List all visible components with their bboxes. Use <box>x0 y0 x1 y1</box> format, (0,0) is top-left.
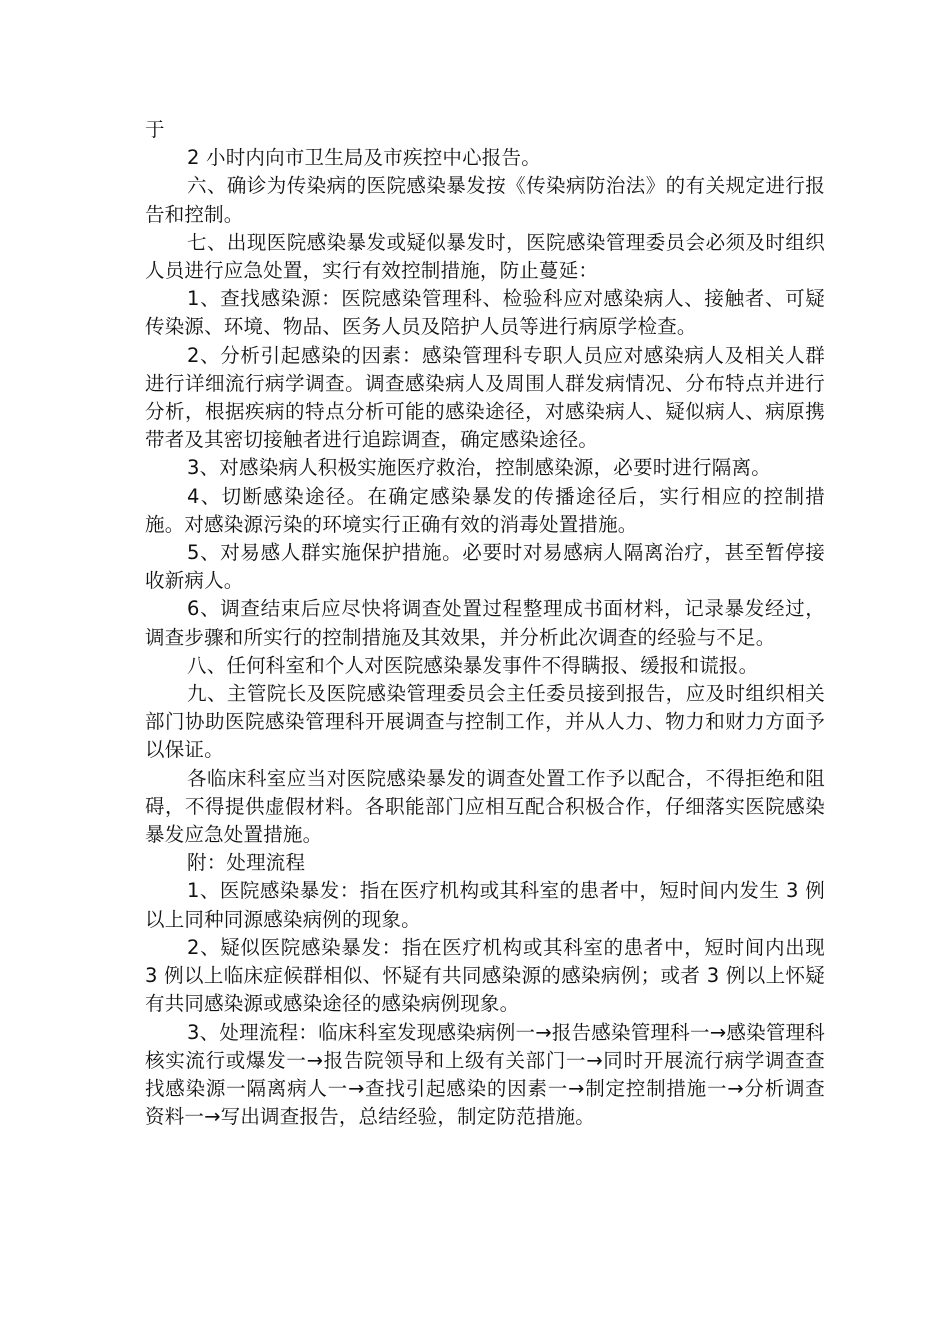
paragraph-report-2-hours: 2 小时内向市卫生局及市疾控中心报告。 <box>187 146 541 170</box>
paragraph-item-7: 七、出现医院感染暴发或疑似暴发时，医院感染管理委员会必须及时组织人员进行应急处置，实行有效控制措施，防止蔓延： <box>145 230 825 283</box>
paragraph-item-8: 八、任何科室和个人对医院感染暴发事件不得瞒报、缓报和谎报。 <box>187 653 759 677</box>
paragraph-item-9: 九、主管院长及医院感染管理委员会主任委员接到报告，应及时组织相关部门协助医院感染管理科开展调查与控制工作，并从人力、物力和财力方面予以保证。 <box>145 682 825 762</box>
paragraph-appendix-title: 附：处理流程 <box>187 851 306 875</box>
paragraph-continuation: 于 <box>145 118 165 141</box>
paragraph-department-cooperation: 各临床科室应当对医院感染暴发的调查处置工作予以配合，不得拒绝和阻碍，不得提供虚假材料。各职能部门应相互配合积极合作，仔细落实医院感染暴发应急处置措施。 <box>145 766 825 847</box>
paragraph-subitem-6: 6、调查结束后应尽快将调查处置过程整理成书面材料，记录暴发经过，调查步骤和所实行的控制措施及其效果，并分析此次调查的经验与不足。 <box>145 597 825 649</box>
paragraph-item-6: 六、确诊为传染病的医院感染暴发按《传染病防治法》的有关规定进行报告和控制。 <box>145 174 825 226</box>
document-body <box>145 116 825 1131</box>
paragraph-subitem-2: 2、分析引起感染的因素：感染管理科专职人员应对感染病人及相关人群进行详细流行病学调查。调查感染病人及周围人群发病情况、分布特点并进行分析，根据疾病的特点分析可能的感染途径，对感染病人、疑似病人、病原携带者及其密切接触者进行追踪调查，确定感染途径。 <box>145 343 825 452</box>
paragraph-appendix-3: 3、处理流程：临床科室发现感染病例一→报告感染管理科一→感染管理科核实流行或爆发一→报告院领导和上级有关部门一→同时开展流行病学调查查找感染源一隔离病人一→查找引起感染的因素一→制定控制措施一→分析调查资料一→写出调查报告，总结经验，制定防范措施。 <box>145 1020 825 1129</box>
paragraph-appendix-2: 2、疑似医院感染暴发：指在医疗机构或其科室的患者中，短时间内出现 3 例以上临床症候群相似、怀疑有共同感染源的感染病例；或者 3 例以上怀疑有共同感染源或感染途径的感染病例现象。 <box>145 935 825 1016</box>
paragraph-subitem-3: 3、对感染病人积极实施医疗救治，控制感染源，必要时进行隔离。 <box>187 456 771 480</box>
paragraph-subitem-1: 1、查找感染源：医院感染管理科、检验科应对感染病人、接触者、可疑传染源、环境、物品、医务人员及陪护人员等进行病原学检查。 <box>145 287 825 339</box>
paragraph-subitem-5: 5、对易感人群实施保护措施。必要时对易感病人隔离治疗，甚至暂停接收新病人。 <box>145 541 825 593</box>
paragraph-subitem-4: 4、切断感染途径。在确定感染暴发的传播途径后，实行相应的控制措施。对感染源污染的环境实行正确有效的消毒处置措施。 <box>145 484 825 536</box>
paragraph-appendix-1: 1、医院感染暴发：指在医疗机构或其科室的患者中，短时间内发生 3 例以上同种同源感染病例的现象。 <box>145 879 825 931</box>
